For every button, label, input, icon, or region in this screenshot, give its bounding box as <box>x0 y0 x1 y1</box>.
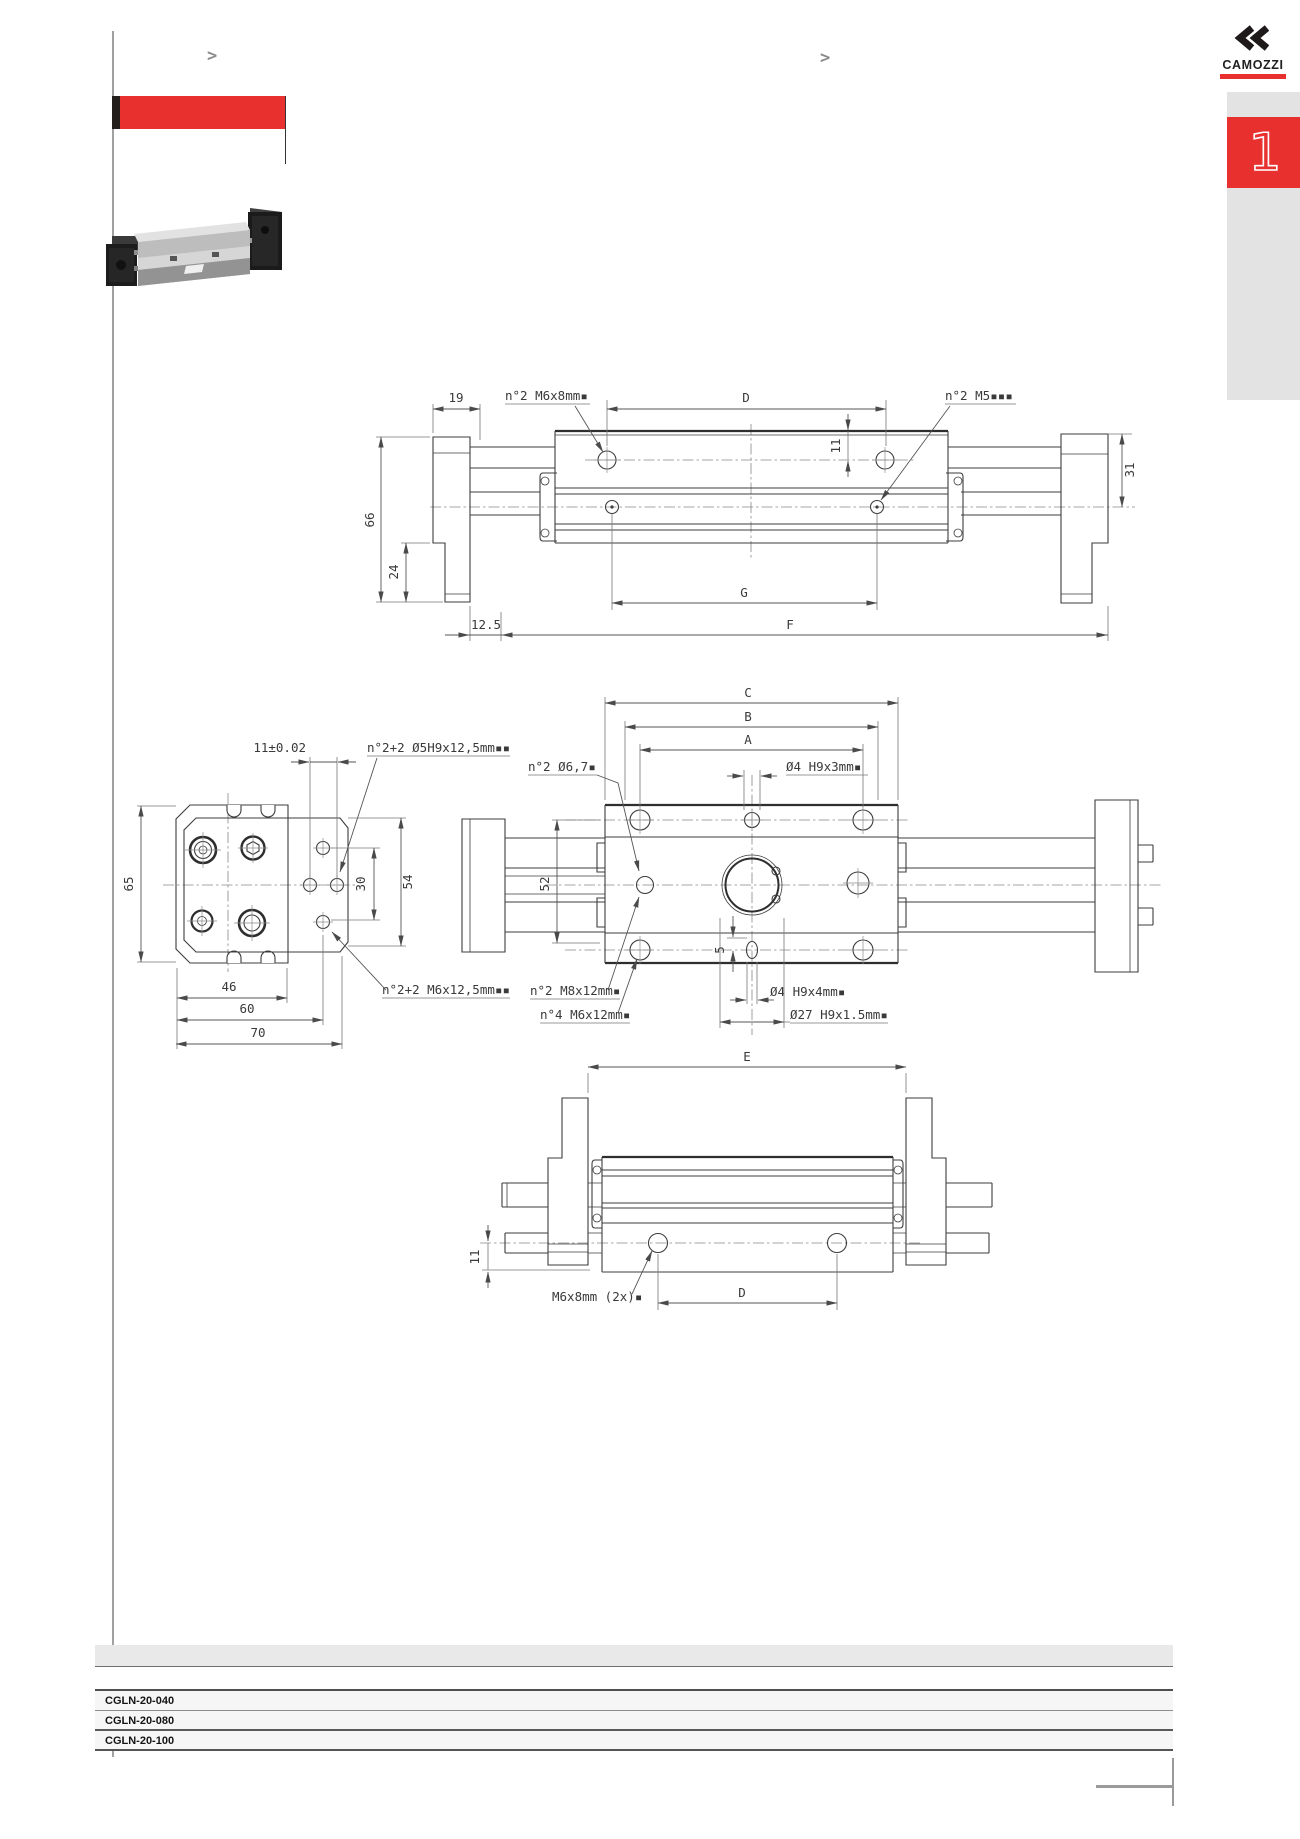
svg-text:n°2 Ø6,7▪: n°2 Ø6,7▪ <box>528 759 596 774</box>
svg-text:B: B <box>744 709 752 724</box>
table-row <box>95 1731 1173 1751</box>
svg-text:Ø4 H9x4mm▪: Ø4 H9x4mm▪ <box>770 984 846 999</box>
svg-text:F: F <box>786 617 794 632</box>
svg-text:M6x8mm (2x)▪: M6x8mm (2x)▪ <box>552 1289 643 1304</box>
svg-text:52: 52 <box>537 876 552 892</box>
svg-text:30: 30 <box>353 876 368 892</box>
camozzi-wordmark: CAMOZZI <box>1222 58 1284 72</box>
svg-text:11: 11 <box>828 438 843 454</box>
svg-text:G: G <box>740 585 748 600</box>
section-number: 1 <box>1248 123 1282 183</box>
svg-text:n°2 M6x8mm▪: n°2 M6x8mm▪ <box>505 388 588 403</box>
svg-text:11±0.02: 11±0.02 <box>253 740 306 755</box>
table-row <box>95 1691 1173 1711</box>
svg-text:Ø4 H9x3mm▪: Ø4 H9x3mm▪ <box>786 759 862 774</box>
table-subheader-row <box>95 1667 1173 1691</box>
svg-text:n°2+2 M6x12,5mm▪▪: n°2+2 M6x12,5mm▪▪ <box>382 982 510 997</box>
svg-text:65: 65 <box>121 876 136 892</box>
footer-vline <box>1172 1758 1174 1806</box>
svg-text:24: 24 <box>386 564 401 580</box>
svg-text:11: 11 <box>467 1249 482 1265</box>
table-row <box>95 1711 1173 1731</box>
model-table <box>95 1645 1173 1751</box>
svg-text:70: 70 <box>250 1025 266 1040</box>
svg-text:D: D <box>742 390 750 405</box>
breadcrumb-chevron-right: > <box>820 48 831 68</box>
svg-text:19: 19 <box>448 390 464 405</box>
svg-text:12.5: 12.5 <box>470 617 502 632</box>
drawing-bottom-view <box>467 1098 992 1310</box>
svg-text:66: 66 <box>362 512 377 528</box>
svg-text:54: 54 <box>400 874 415 890</box>
drawing-end-view <box>121 740 510 1049</box>
svg-text:n°2 M5▪▪▪: n°2 M5▪▪▪ <box>945 388 1013 403</box>
svg-text:D: D <box>738 1285 746 1300</box>
svg-text:60: 60 <box>239 1001 255 1016</box>
svg-text:n°2 M8x12mm▪: n°2 M8x12mm▪ <box>530 983 621 998</box>
model-code: CGLN-20-080 <box>105 1715 175 1727</box>
svg-text:31: 31 <box>1122 462 1137 478</box>
svg-text:E: E <box>743 1049 751 1064</box>
table-header-band <box>95 1645 1173 1667</box>
svg-text:C: C <box>744 685 752 700</box>
breadcrumb-chevron-left: > <box>207 46 218 66</box>
svg-text:A: A <box>744 732 752 747</box>
drawing-plan-view <box>462 685 1162 1093</box>
drawing-side-view <box>362 388 1137 641</box>
model-code: CGLN-20-100 <box>105 1735 175 1747</box>
footer-dash <box>1096 1785 1172 1788</box>
model-code: CGLN-20-040 <box>105 1695 175 1707</box>
svg-text:Ø27 H9x1.5mm▪: Ø27 H9x1.5mm▪ <box>790 1007 888 1022</box>
svg-text:46: 46 <box>221 979 237 994</box>
svg-text:5: 5 <box>712 946 727 954</box>
svg-text:n°2+2 Ø5H9x12,5mm▪▪: n°2+2 Ø5H9x12,5mm▪▪ <box>367 740 510 755</box>
svg-text:n°4 M6x12mm▪: n°4 M6x12mm▪ <box>540 1007 631 1022</box>
